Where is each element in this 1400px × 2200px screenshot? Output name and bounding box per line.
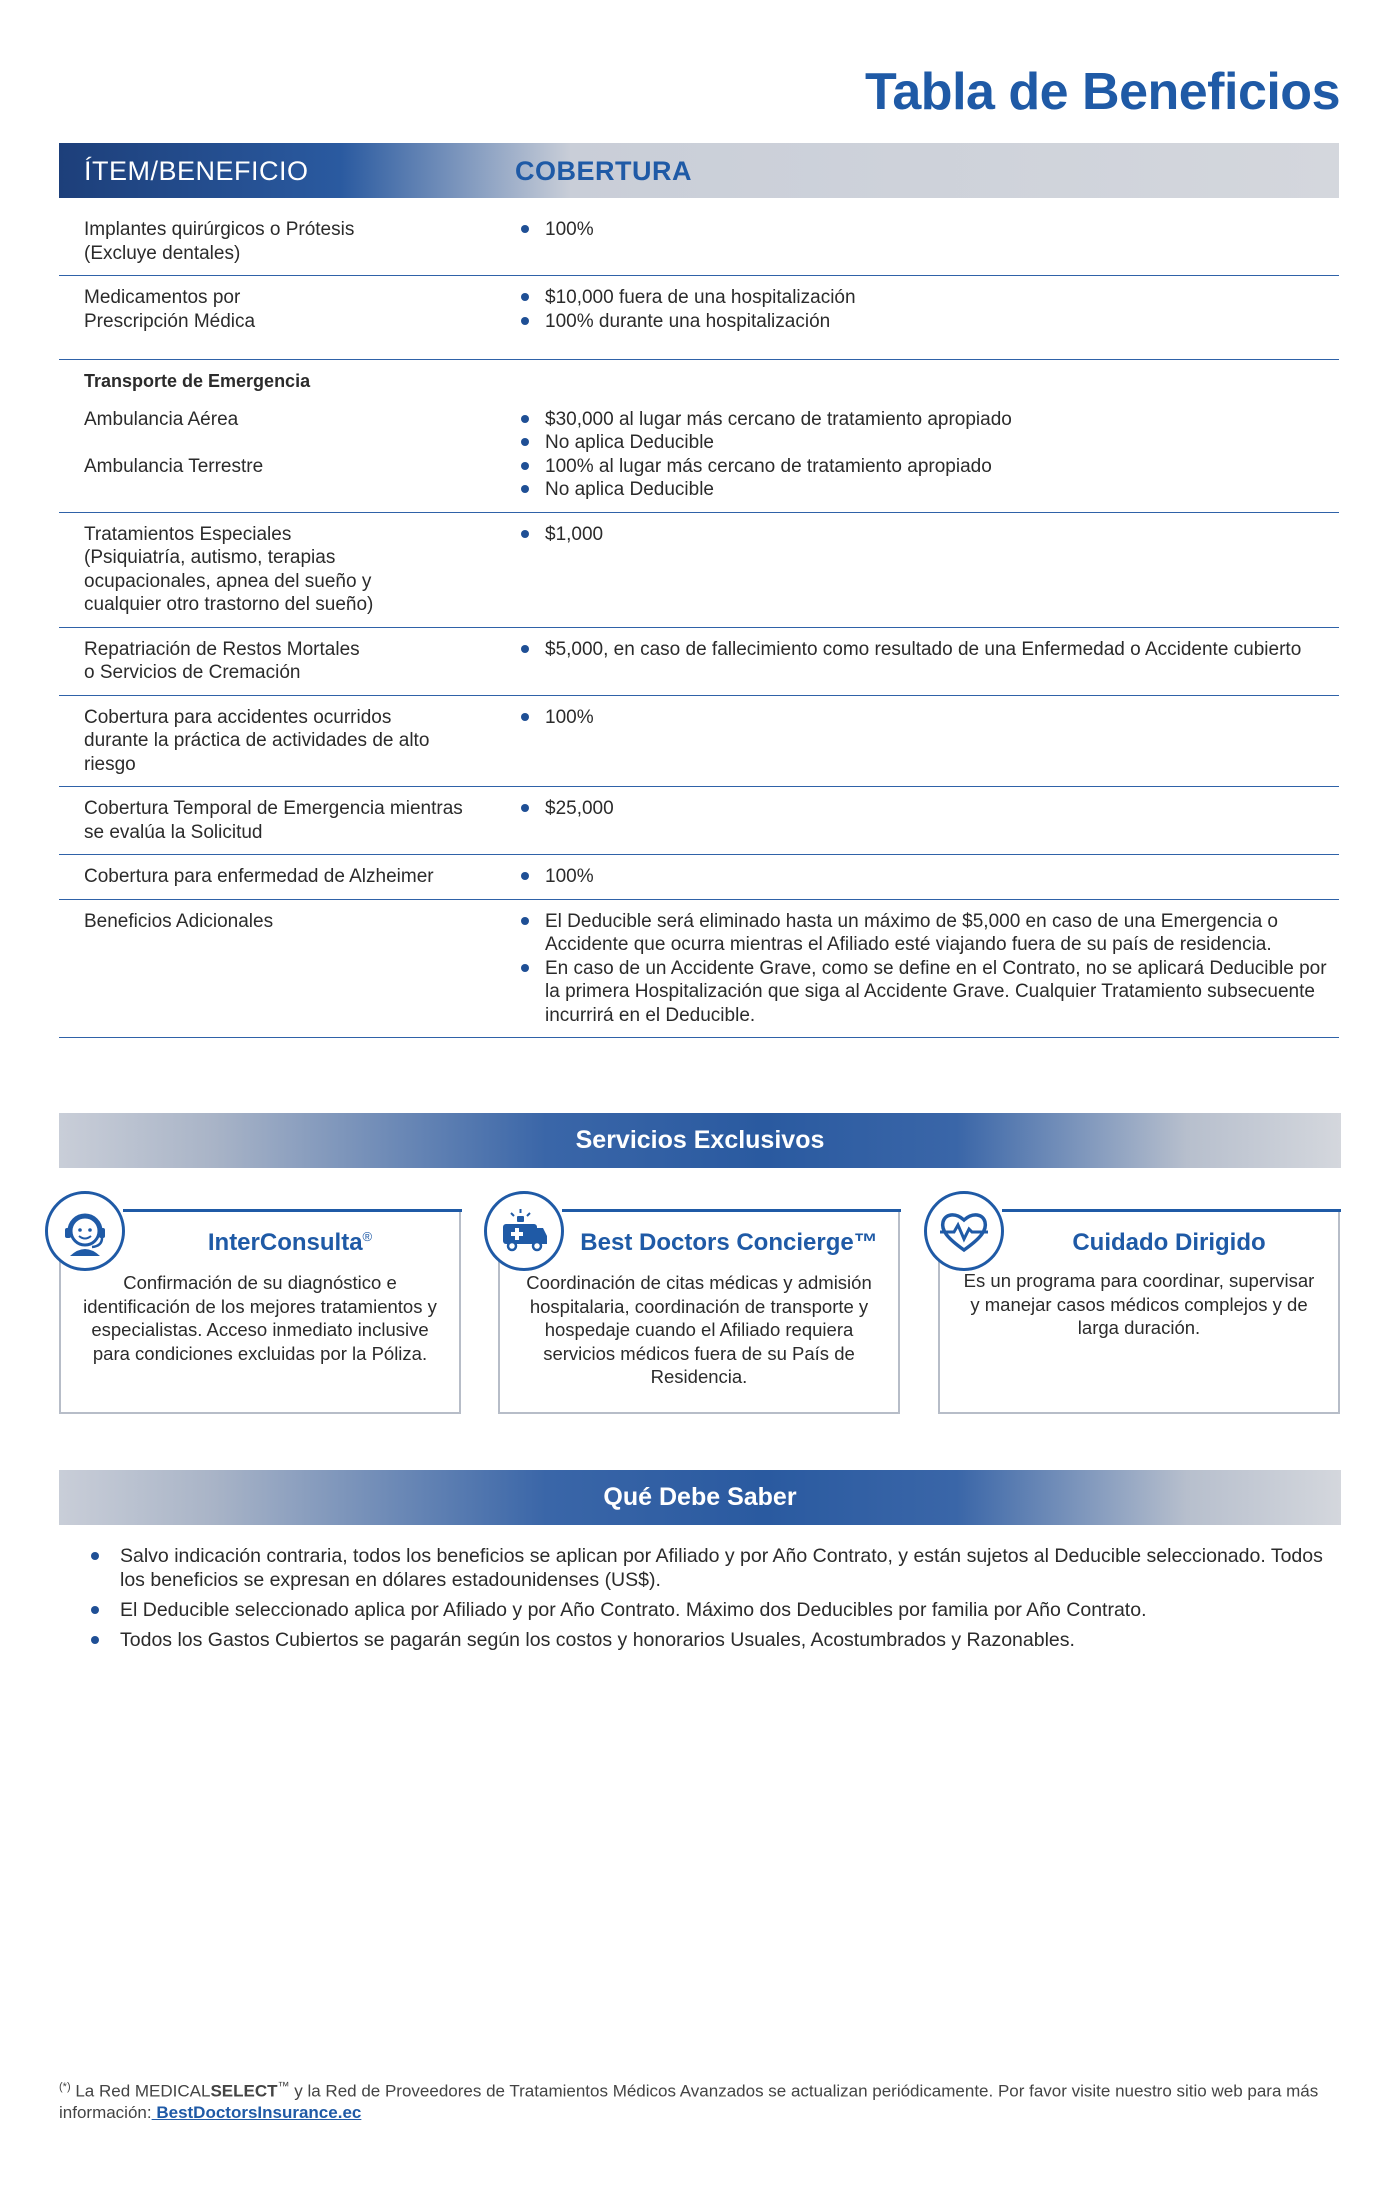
coverage-bullet: $10,000 fuera de una hospitalización (515, 286, 1339, 310)
know-list (88, 1544, 1338, 1658)
section-title: Transporte de Emergencia (84, 371, 311, 391)
footnote-tm: ™ (277, 2079, 290, 2093)
benefit-item: Repatriación de Restos Mortales o Servicios de Cremación (84, 638, 360, 683)
benefit-item: Ambulancia Aérea (84, 408, 239, 430)
website-link[interactable]: BestDoctorsInsurance.ec (151, 2102, 362, 2122)
coverage-bullet: 100% (515, 218, 1339, 242)
table-header (59, 143, 1339, 198)
table-row (59, 787, 1339, 855)
benefit-coverage (515, 408, 1339, 502)
coverage-bullet: $5,000, en caso de fallecimiento como resultado de una Enfermedad o Accidente cubierto (515, 638, 1339, 662)
card-title: Cuidado Dirigido (1072, 1229, 1266, 1256)
table-row (59, 208, 1339, 276)
benefit-coverage (515, 523, 1339, 617)
benefit-item: Cobertura Temporal de Emergencia mientras se evalúa la Solicitud (84, 798, 463, 843)
coverage-bullet: $1,000 (515, 523, 1339, 547)
card-title: InterConsulta® (207, 1229, 373, 1256)
table-row (59, 900, 1339, 1039)
benefit-item: Implantes quirúrgicos o Prótesis (Excluye dentales) (84, 219, 355, 264)
benefit-coverage (515, 218, 1339, 265)
footnote (59, 2076, 1349, 2123)
card-body: Coordinación de citas médicas y admisión hospitalaria, coordinación de transporte y hospedaje cuando el Afiliado requiera servicios médicos fuera de su País de Residencia. (526, 1272, 872, 1387)
benefit-item: Medicamentos por Prescripción Médica (84, 287, 256, 332)
coverage-bullet: No aplica Deducible (515, 478, 1339, 502)
card-top-border (562, 1209, 901, 1212)
list-item: Salvo indicación contraria, todos los beneficios se aplican por Afiliado y por Año Contrato, y están sujetos al Deducible seleccionado. Todos los beneficios se expresan en dólares estadounidenses (US$). (88, 1544, 1338, 1592)
benefit-coverage (515, 797, 1339, 844)
service-card-cuidado (938, 1209, 1340, 1414)
benefit-coverage (515, 706, 1339, 777)
table-row (59, 276, 1339, 360)
list-item: Todos los Gastos Cubiertos se pagarán según los costos y honorarios Usuales, Acostumbrados y Razonables. (88, 1628, 1338, 1652)
table-row (59, 404, 1339, 513)
benefit-item: Cobertura para enfermedad de Alzheimer (84, 866, 434, 887)
coverage-bullet: $25,000 (515, 797, 1339, 821)
card-body: Es un programa para coordinar, supervisar y manejar casos médicos complejos y de larga duración. (963, 1270, 1315, 1338)
heart-pulse-icon (924, 1191, 1004, 1271)
benefit-coverage (515, 638, 1339, 685)
services-band (59, 1113, 1341, 1168)
header-item-label: ÍTEM/BENEFICIO (84, 156, 309, 186)
know-band (59, 1470, 1341, 1525)
service-card-interconsulta (59, 1209, 461, 1414)
benefit-coverage (515, 865, 1339, 889)
header-coverage-label: COBERTURA (515, 156, 692, 186)
table-row (59, 696, 1339, 788)
coverage-bullet: 100% al lugar más cercano de tratamiento apropiado (515, 455, 1339, 479)
headset-person-icon (45, 1191, 125, 1271)
card-top-border (1002, 1209, 1341, 1212)
services-title: Servicios Exclusivos (575, 1126, 825, 1154)
coverage-bullet: 100% (515, 706, 1339, 730)
table-section-row (59, 360, 1339, 404)
coverage-bullet: 100% durante una hospitalización (515, 310, 1339, 334)
coverage-bullet: $30,000 al lugar más cercano de tratamiento apropiado (515, 408, 1339, 432)
page-title: Tabla de Beneficios (864, 63, 1340, 121)
table-row (59, 855, 1339, 900)
list-item: El Deducible seleccionado aplica por Afiliado y por Año Contrato. Máximo dos Deducibles por familia por Año Contrato. (88, 1598, 1338, 1622)
coverage-bullet: En caso de un Accidente Grave, como se define en el Contrato, no se aplicará Deducible por la primera Hospitalización que siga al Accidente Grave. Cualquier Tratamiento subsecuente incurrirá en el Deducible. (515, 957, 1339, 1028)
ambulance-icon (484, 1191, 564, 1271)
card-top-border (123, 1209, 462, 1212)
benefit-coverage (515, 286, 1339, 333)
benefits-table (59, 208, 1339, 1038)
card-body: Confirmación de su diagnóstico e identificación de los mejores tratamientos y especialistas. Acceso inmediato inclusive para condiciones excluidas por la Póliza. (83, 1272, 437, 1364)
know-title: Qué Debe Saber (603, 1483, 797, 1511)
table-row (59, 628, 1339, 696)
benefit-item: Ambulancia Terrestre (84, 456, 264, 477)
benefit-item: Tratamientos Especiales (Psiquiatría, autismo, terapias ocupacionales, apnea del sueño y cualquier otro trastorno del sueño) (84, 523, 374, 615)
coverage-bullet: No aplica Deducible (515, 431, 1339, 455)
benefit-item: Beneficios Adicionales (84, 910, 274, 932)
coverage-bullet: 100% (515, 865, 1339, 889)
benefit-item: Cobertura para accidentes ocurridos durante la práctica de actividades de alto riesgo (84, 706, 430, 775)
footnote-brand: SELECT (210, 2081, 278, 2101)
table-row (59, 513, 1339, 628)
footnote-text: y la Red de Proveedores de Tratamientos Médicos Avanzados se actualizan periódicamente. Por favor visite nuestro sitio web para más información: (59, 2081, 1319, 2122)
footnote-pre: La Red MEDICAL (70, 2081, 211, 2101)
benefit-item-group (59, 408, 515, 502)
card-title: Best Doctors Concierge™ (580, 1229, 878, 1256)
coverage-bullet: El Deducible será eliminado hasta un máximo de $5,000 en caso de una Emergencia o Accidente que ocurra mientras el Afiliado esté viajando fuera de su país de residencia. (515, 910, 1339, 957)
service-card-concierge (498, 1209, 900, 1414)
benefit-coverage (515, 910, 1339, 1028)
footnote-mark: (*) (59, 2081, 71, 2093)
